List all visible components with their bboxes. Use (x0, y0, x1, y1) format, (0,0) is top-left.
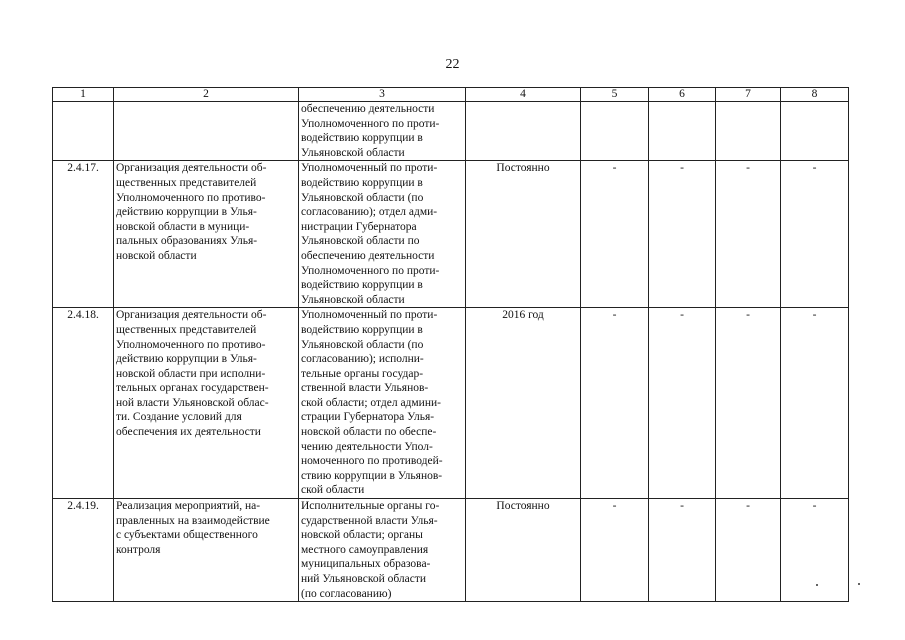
value-col-8: - (781, 499, 849, 602)
executor: Уполномоченный по проти- водействию коррупции в Ульяновской области (по согласованию); исполни- тельные органы государ- ственной власти Ульянов- ской области; отдел админи- страции Губернатора Улья- новской области по обеспе- чению деятельности Упол- номоченного по противодей- ствию коррупции в Ульянов- ской области (299, 308, 466, 499)
row-number: 2.4.19. (53, 499, 114, 602)
value-col-6: - (649, 308, 716, 499)
header-col-1: 1 (53, 88, 114, 102)
row-number: 2.4.18. (53, 308, 114, 499)
scan-speck (858, 583, 860, 585)
table-row-continued (53, 102, 849, 161)
value-col-6 (649, 102, 716, 161)
header-col-4: 4 (466, 88, 581, 102)
row-number: 2.4.17. (53, 161, 114, 308)
value-col-7: - (716, 499, 781, 602)
header-col-2: 2 (114, 88, 299, 102)
header-col-5: 5 (581, 88, 649, 102)
executor: Уполномоченный по проти- водействию коррупции в Ульяновской области (по согласованию); отдел адми- нистрации Губернатора Ульяновской области по обеспечению деятельности Уполномоченного по проти- водействию коррупции в Ульяновской области (299, 161, 466, 308)
table-row (53, 499, 849, 602)
row-number (53, 102, 114, 161)
column-number-header (53, 88, 849, 102)
table-row (53, 161, 849, 308)
value-col-5: - (581, 308, 649, 499)
term (466, 102, 581, 161)
activity-name: Организация деятельности об- щественных представителей Уполномоченного по противо- действию коррупции в Улья- новской области в муници- пальных образованиях Улья- новской области (114, 161, 299, 308)
activity-name: Реализация мероприятий, на- правленных на взаимодействие с субъектами общественного контроля (114, 499, 299, 602)
executor: Исполнительные органы го- сударственной власти Улья- новской области; органы местного самоуправления муниципальных образова- ний Ульяновской области (по согласованию) (299, 499, 466, 602)
value-col-8: - (781, 308, 849, 499)
header-col-8: 8 (781, 88, 849, 102)
value-col-6: - (649, 499, 716, 602)
header-col-6: 6 (649, 88, 716, 102)
value-col-7: - (716, 161, 781, 308)
activity-name: Организация деятельности об- щественных представителей Уполномоченного по противо- действию коррупции в Улья- новской области при исполни- тельных органах государствен- ной власти Ульяновской облас- ти. Создание условий для обеспечения их деятельности (114, 308, 299, 499)
executor: обеспечению деятельности Уполномоченного по проти- водействию коррупции в Ульяновской области (299, 102, 466, 161)
scan-speck (816, 584, 818, 586)
header-col-3: 3 (299, 88, 466, 102)
value-col-8 (781, 102, 849, 161)
value-col-6: - (649, 161, 716, 308)
value-col-7: - (716, 308, 781, 499)
value-col-5: - (581, 499, 649, 602)
plan-table (52, 87, 849, 602)
value-col-5 (581, 102, 649, 161)
value-col-8: - (781, 161, 849, 308)
term: Постоянно (466, 499, 581, 602)
page-number: 22 (445, 57, 460, 72)
term: Постоянно (466, 161, 581, 308)
term: 2016 год (466, 308, 581, 499)
activity-name (114, 102, 299, 161)
value-col-7 (716, 102, 781, 161)
value-col-5: - (581, 161, 649, 308)
table-row (53, 308, 849, 499)
header-col-7: 7 (716, 88, 781, 102)
